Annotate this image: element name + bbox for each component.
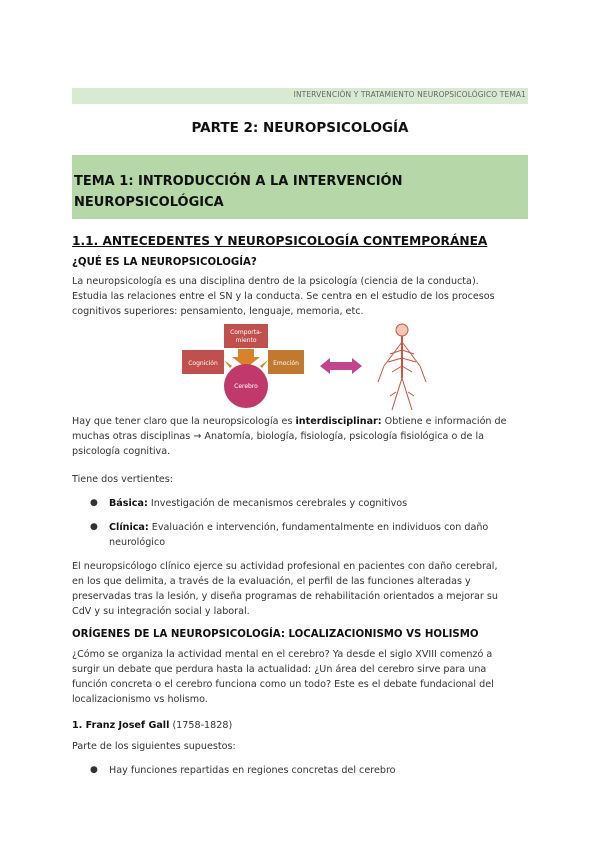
bullet-icon: ● xyxy=(90,498,98,508)
interdisciplinar-paragraph xyxy=(72,414,524,459)
running-header xyxy=(72,88,528,104)
behaviour-box xyxy=(224,324,268,348)
clinico-line: El neuropsicólogo clínico ejerce su actividad profesional en pacientes con daño cerebral, xyxy=(72,561,498,572)
emotion-label: Emoción xyxy=(273,360,299,367)
question-heading: ¿QUÉ ES LA NEUROPSICOLOGÍA? xyxy=(72,257,257,268)
bullet-text: Evaluación e intervención, fundamentalmente en individuos con daño xyxy=(151,522,489,533)
intro-line: cognitivos superiores: pensamiento, lenguaje, memoria, etc. xyxy=(72,306,364,317)
bullet-label: Básica: xyxy=(109,498,148,509)
list-item-text xyxy=(109,520,521,550)
list-item-text xyxy=(109,496,521,511)
interdisciplinar-line3: psicología cognitiva. xyxy=(72,446,171,457)
bold-term: interdisciplinar: xyxy=(295,416,382,427)
interdisciplinar-line1 xyxy=(72,414,524,429)
bullet-text: Investigación de mecanismos cerebrales y cognitivos xyxy=(150,498,408,509)
gall-years: (1758-1828) xyxy=(169,720,233,731)
intro-paragraph xyxy=(72,274,524,319)
tema-title-box xyxy=(72,155,528,219)
brain-label: Cerebro xyxy=(234,383,258,390)
intro-line: La neuropsicología es una disciplina dentro de la psicología (ciencia de la conducta). xyxy=(72,276,479,287)
double-arrow-icon xyxy=(320,358,362,374)
part-title: PARTE 2: NEUROPSICOLOGÍA xyxy=(191,120,409,136)
running-header-text: INTERVENCIÓN Y TRATAMIENTO NEUROPSICOLÓGICO TEMA1 xyxy=(293,90,526,99)
origenes-line: función concreta o el cerebro funciona como un todo? Este es el debate fundacional del xyxy=(72,679,494,690)
origenes-line: surgir un debate que perdura hasta la actualidad: ¿Un área del cerebro sirve para una xyxy=(72,664,487,675)
supuestos-intro: Parte de los siguientes supuestos: xyxy=(72,741,236,752)
origenes-line: localizacionismo vs holismo. xyxy=(72,694,208,705)
intro-line: Estudia las relaciones entre el SN y la conducta. Se centra en el estudio de los procesos xyxy=(72,291,495,302)
origenes-line: ¿Cómo se organiza la actividad mental en el cerebro? Ya desde el siglo XVIII comenzó a xyxy=(72,649,493,660)
bullet-icon: ● xyxy=(90,522,98,532)
left-arrow-icon xyxy=(224,360,232,368)
clinico-paragraph xyxy=(72,559,524,619)
neuropsychology-figure xyxy=(180,322,440,412)
bullet-icon: ● xyxy=(90,765,98,775)
clinico-line: CdV y su integración social y laboral. xyxy=(72,606,250,617)
tema-title-line2: NEUROPSICOLÓGICA xyxy=(74,195,224,210)
vertientes-intro: Tiene dos vertientes: xyxy=(72,474,174,485)
bullet-text: neurológico xyxy=(109,537,166,548)
bullet-text: Hay funciones repartidas en regiones concretas del cerebro xyxy=(109,765,396,776)
tema-title-line1: TEMA 1: INTRODUCCIÓN A LA INTERVENCIÓN xyxy=(74,174,403,189)
origenes-paragraph xyxy=(72,647,524,707)
text-span: Hay que tener claro que la neuropsicología es xyxy=(72,416,296,427)
tema-title xyxy=(74,171,514,213)
gall-heading xyxy=(72,718,524,733)
interdisciplinar-line2: muchas otras disciplinas → Anatomía, biología, fisiología, psicología fisiológica o de la xyxy=(72,431,484,442)
section-heading: 1.1. ANTECEDENTES Y NEUROPSICOLOGÍA CONTEMPORÁNEA xyxy=(72,234,488,248)
gall-name: 1. Franz Josef Gall xyxy=(72,720,170,731)
bullet-label: Clínica: xyxy=(109,522,149,533)
clinico-line: en los que delimita, a través de la evaluación, el perfil de las funciones alteradas y xyxy=(72,576,471,587)
behaviour-label-2: miento xyxy=(235,337,257,344)
behaviour-label-1: Comporta- xyxy=(230,329,262,336)
text-span: Obtiene e información de xyxy=(381,416,507,427)
right-arrow-icon xyxy=(260,360,268,368)
origenes-heading: ORÍGENES DE LA NEUROPSICOLOGÍA: LOCALIZACIONISMO VS HOLISMO xyxy=(72,629,479,640)
clinico-line: preservadas tras la lesión, y diseña programas de rehabilitación orientados a mejorar su xyxy=(72,591,498,602)
cognition-label: Cognición xyxy=(188,360,218,367)
nervous-system-icon xyxy=(378,324,426,410)
